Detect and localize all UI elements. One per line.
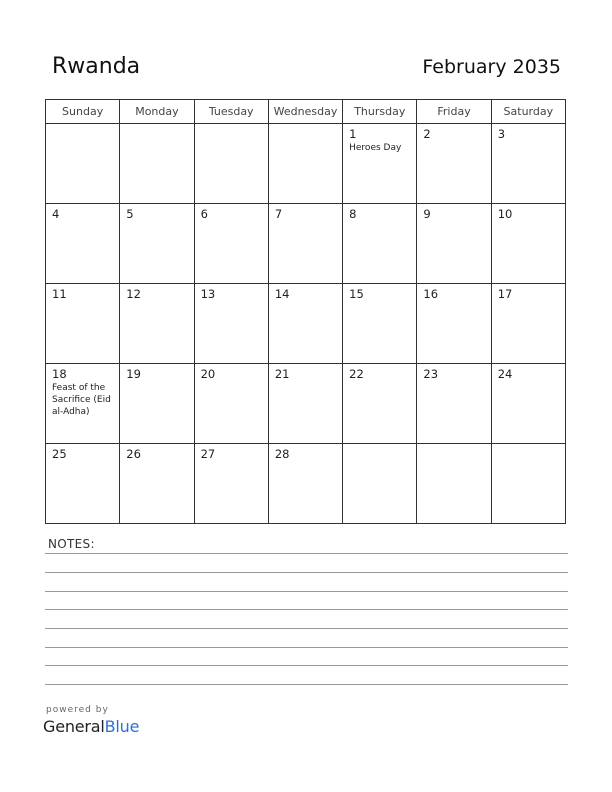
weekday-header-row [46,100,566,124]
day-number: 14 [274,287,290,301]
day-number: 9 [423,207,431,221]
day-cell [491,364,565,444]
day-number: 7 [274,207,283,221]
weekday-header: Tuesday [194,100,268,124]
day-number: 24 [497,367,513,381]
day-cell [268,444,342,524]
day-cell [417,284,491,364]
day-cell [417,364,491,444]
day-cell [491,444,565,524]
day-number: 15 [349,287,364,301]
notes-line [45,553,568,554]
week-row [46,444,566,524]
day-cell [46,364,120,444]
notes-line [45,665,568,666]
day-cell [491,284,565,364]
weekday-header: Monday [120,100,194,124]
day-cell [46,444,120,524]
day-cell [417,204,491,284]
day-number: 25 [52,447,67,461]
day-number: 28 [274,447,290,461]
day-cell [343,204,417,284]
day-cell [268,124,342,204]
brand-logo [43,717,139,736]
day-number: 11 [52,287,67,301]
day-cell [120,284,194,364]
week-row [46,364,566,444]
day-cell [120,364,194,444]
day-number: 16 [423,287,439,301]
brand-blue: Blue [104,717,140,736]
day-cell [120,444,194,524]
day-number: 27 [200,447,216,461]
day-cell [194,364,268,444]
weekday-header: Thursday [343,100,417,124]
day-cell [343,444,417,524]
month-title: February 2035 [422,56,561,78]
day-number: 3 [497,127,506,141]
day-number: 6 [200,207,208,221]
day-cell [343,284,417,364]
notes-line [45,572,568,573]
day-cell [120,204,194,284]
week-row [46,204,566,284]
notes-line [45,684,568,685]
day-number: 2 [423,127,431,141]
week-row [46,124,566,204]
day-number: 20 [200,367,216,381]
weekday-header: Sunday [46,100,120,124]
day-cell [417,124,491,204]
day-cell [491,124,565,204]
day-cell [491,204,565,284]
day-cell [343,364,417,444]
notes-line [45,591,568,592]
day-cell [268,204,342,284]
day-number: 10 [497,207,513,221]
day-number: 1 [349,127,357,141]
day-number: 12 [126,287,141,301]
day-number: 23 [423,367,439,381]
weekday-header: Friday [417,100,491,124]
day-number: 17 [497,287,513,301]
notes-line [45,647,568,648]
day-cell [46,124,120,204]
day-cell [46,284,120,364]
event-label: Feast of the Sacrifice (Eid al-Adha) [52,383,111,417]
event-label: Heroes Day [349,143,402,153]
day-cell [343,124,417,204]
day-cell [120,124,194,204]
powered-by-text: powered by [46,705,109,715]
day-cell [194,284,268,364]
day-cell [194,204,268,284]
calendar-grid [45,99,566,524]
notes-line [45,628,568,629]
day-number: 8 [349,207,357,221]
day-number: 18 [52,367,67,381]
day-cell [194,444,268,524]
day-number: 22 [349,367,364,381]
day-number: 21 [274,367,290,381]
day-cell [194,124,268,204]
day-cell [46,204,120,284]
day-number: 4 [52,207,60,221]
country-title: Rwanda [52,54,141,79]
day-number: 5 [126,207,134,221]
notes-label: NOTES: [48,537,95,551]
day-cell [268,364,342,444]
weekday-header: Wednesday [268,100,342,124]
day-number: 26 [126,447,141,461]
day-number: 13 [200,287,216,301]
day-cell [417,444,491,524]
day-number: 19 [126,367,141,381]
notes-line [45,609,568,610]
day-cell [268,284,342,364]
week-row [46,284,566,364]
weekday-header: Saturday [491,100,565,124]
brand-general: General [43,717,105,736]
